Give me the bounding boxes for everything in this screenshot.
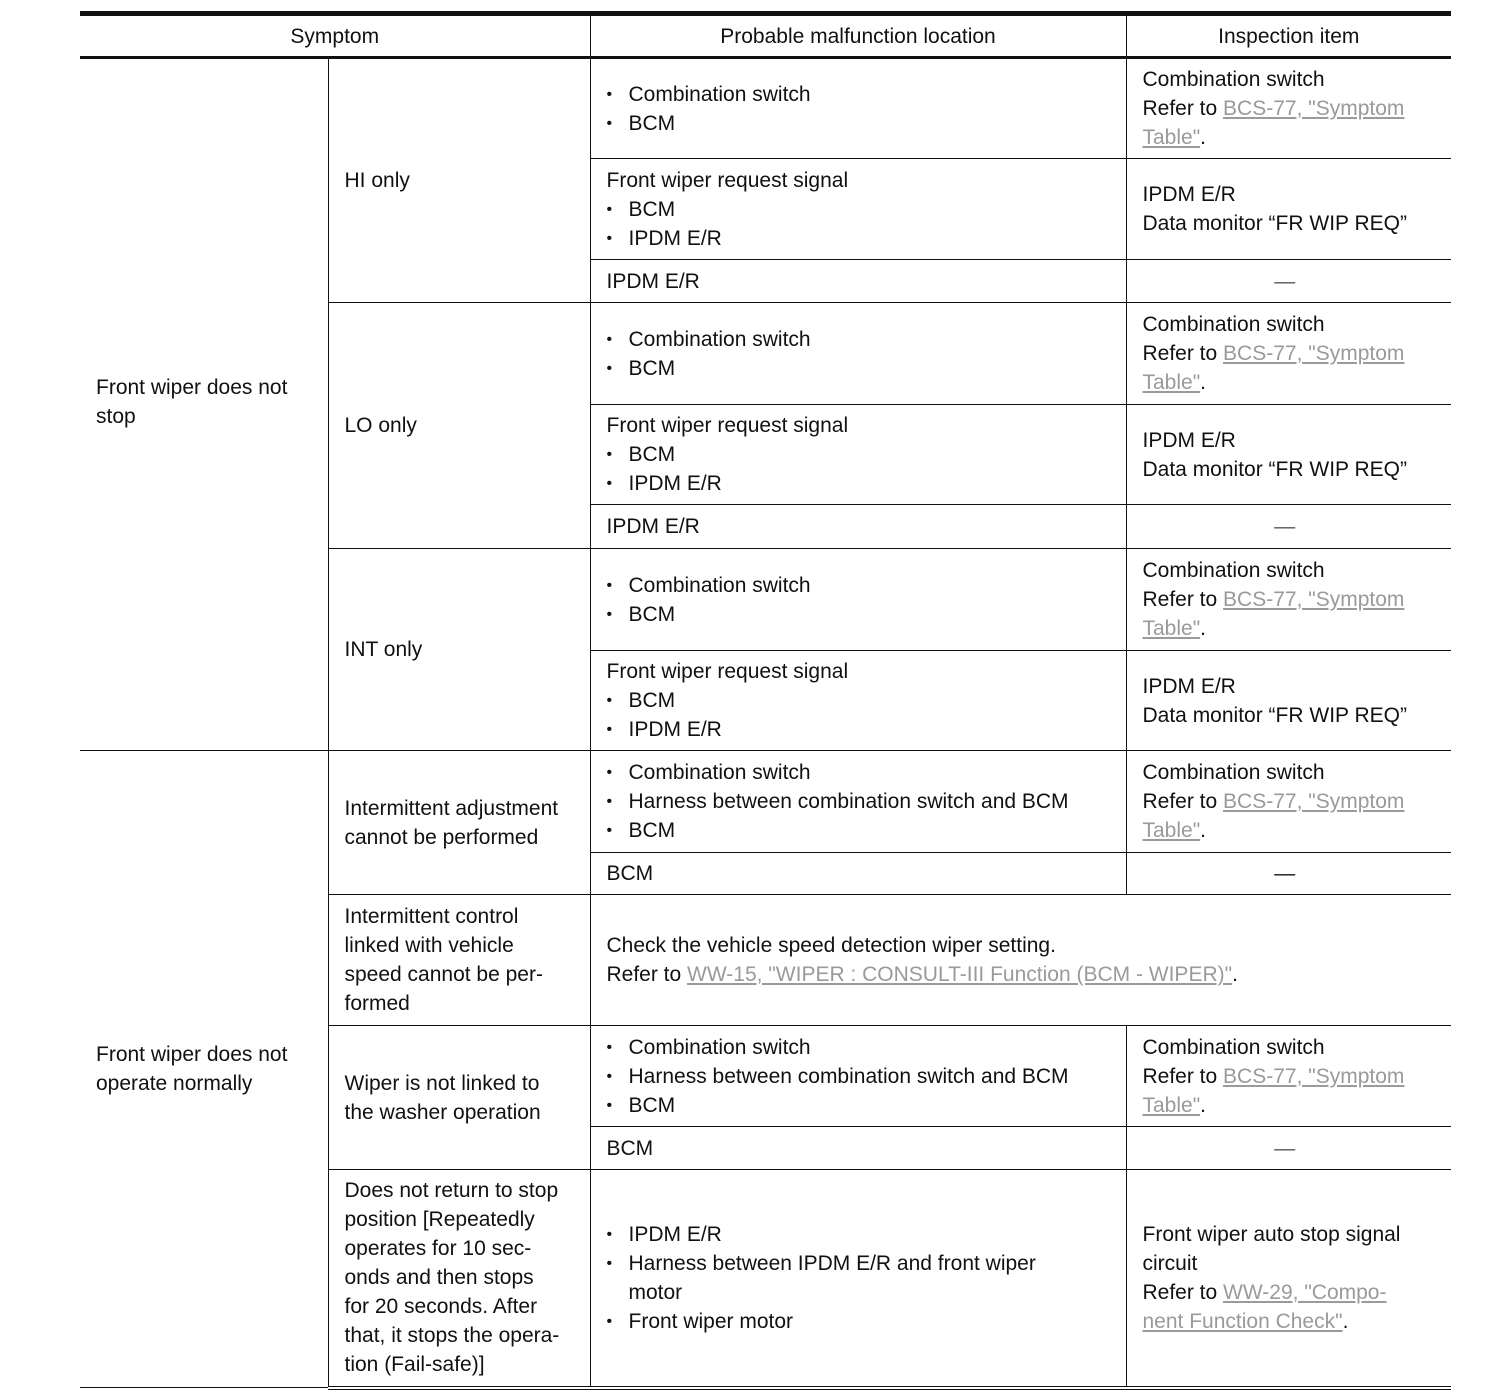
- dash-mark: —: [1274, 269, 1296, 293]
- list-item: • BCM: [607, 440, 1118, 469]
- list-item: • BCM: [607, 1091, 1118, 1120]
- location-title: Front wiper request signal: [606, 168, 849, 192]
- period: .: [1200, 617, 1207, 640]
- text-line: position [Repeatedly: [344, 1208, 535, 1232]
- dash-mark: —: [1274, 1136, 1296, 1160]
- symptom-group-not-normal: Front wiper does not operate normally: [80, 751, 328, 1388]
- text-line: linked with vehicle: [344, 934, 514, 957]
- bcs-77-link[interactable]: Table": [1142, 126, 1201, 149]
- bcs-77-link[interactable]: Table": [1142, 371, 1201, 394]
- text-line: • Harness between IPDM E/R and front wiper: [628, 1251, 1036, 1275]
- header-symptom: Symptom: [80, 14, 590, 58]
- list-item: • BCM: [607, 686, 1118, 715]
- list-item: • IPDM E/R: [607, 469, 1118, 498]
- text-line: tion (Fail-safe)]: [344, 1353, 485, 1377]
- list-item: • BCM: [607, 600, 1118, 629]
- data-monitor-text: Data monitor “FR WIP REQ”: [1142, 703, 1407, 727]
- list-item: • BCM: [607, 816, 1118, 845]
- location-cell: [590, 549, 1126, 651]
- location-cell: [590, 303, 1126, 405]
- header-inspection: Inspection item: [1126, 14, 1451, 58]
- refer-label: Refer to: [1142, 790, 1224, 813]
- refer-label: Refer to: [1142, 588, 1224, 611]
- inspection-title: IPDM E/R: [1142, 183, 1236, 206]
- bcs-77-link[interactable]: BCS-77, "Symptom: [1223, 342, 1405, 365]
- list-item: • Combination switch: [607, 1033, 1118, 1062]
- location-cell: [590, 1170, 1126, 1388]
- list-item: • Harness between combination switch and BCM: [607, 787, 1118, 816]
- inspection-title: IPDM E/R: [1142, 428, 1236, 452]
- sub-symptom-int: INT only: [328, 549, 590, 751]
- inspection-cell: [1126, 549, 1451, 651]
- ww-29-link[interactable]: WW-29, "Compo-: [1223, 1280, 1387, 1304]
- list-item: • Combination switch: [607, 325, 1118, 354]
- inspection-title: Combination switch: [1142, 1035, 1325, 1059]
- list-item: • Harness between combination switch and BCM: [607, 1062, 1118, 1091]
- bcs-77-link[interactable]: BCS-77, "Symptom: [1223, 790, 1405, 813]
- list-item: • Combination switch: [607, 80, 1118, 109]
- sub-symptom-lo: LO only: [328, 303, 590, 549]
- list-item: • Front wiper motor: [607, 1307, 1118, 1336]
- location-cell: [590, 651, 1126, 751]
- inspection-cell: [1126, 505, 1451, 549]
- list-item: • BCM: [607, 354, 1118, 383]
- text-line: Wiper is not linked to: [344, 1071, 540, 1095]
- list-item: [607, 1249, 1118, 1307]
- location-cell: [590, 405, 1126, 505]
- inspection-title: circuit: [1142, 1251, 1198, 1275]
- list-item: • BCM: [607, 109, 1118, 138]
- period: .: [1200, 1093, 1207, 1117]
- location-title: Front wiper request signal: [606, 414, 849, 437]
- inspection-cell: [1126, 260, 1451, 303]
- dash-mark: —: [1274, 515, 1296, 538]
- sub-symptom-washer: [328, 1026, 590, 1170]
- inspection-title: Combination switch: [1142, 68, 1325, 91]
- sub-symptom-intermittent-adjustment: Intermittent adjustment cannot be performed: [328, 751, 590, 895]
- text-line: motor: [628, 1280, 683, 1304]
- bcs-77-link[interactable]: BCS-77, "Symptom: [1223, 1064, 1405, 1088]
- location-cell: BCM: [590, 853, 1126, 895]
- period: .: [1232, 963, 1238, 986]
- list-item: • IPDM E/R: [607, 715, 1118, 744]
- inspection-title: IPDM E/R: [1142, 674, 1236, 698]
- bcs-77-link[interactable]: Table": [1142, 819, 1201, 842]
- period: .: [1200, 371, 1207, 394]
- list-item: • IPDM E/R: [607, 1220, 1118, 1249]
- bcs-77-link[interactable]: BCS-77, "Symptom: [1223, 588, 1405, 611]
- ww-15-link[interactable]: WW-15, "WIPER : CONSULT-III Function (BCM - WIPER)": [687, 963, 1233, 986]
- inspection-title: Combination switch: [1142, 761, 1325, 784]
- sub-symptom-hi: HI only: [328, 58, 590, 303]
- period: .: [1200, 126, 1207, 149]
- bcs-77-link[interactable]: Table": [1142, 1093, 1201, 1117]
- inspection-cell: [1126, 651, 1451, 751]
- inspection-cell: [1126, 853, 1451, 895]
- inspection-cell: [1126, 1170, 1451, 1388]
- location-cell: [590, 159, 1126, 260]
- location-cell: [590, 751, 1126, 853]
- list-item: • Combination switch: [607, 571, 1118, 600]
- list-item: • Combination switch: [607, 758, 1118, 787]
- dash-mark: —: [1274, 862, 1296, 885]
- refer-label: Refer to: [606, 963, 688, 986]
- text-line: Intermittent control: [344, 905, 519, 928]
- text-line: speed cannot be per-: [344, 963, 543, 986]
- period: .: [1200, 819, 1207, 842]
- text-line: the washer operation: [344, 1100, 541, 1124]
- inspection-cell: [1126, 751, 1451, 853]
- refer-label: Refer to: [1142, 1064, 1224, 1088]
- sub-symptom-no-return: [328, 1170, 590, 1388]
- list-item: • IPDM E/R: [607, 224, 1118, 253]
- inspection-cell: [1126, 58, 1451, 159]
- symptom-group-not-stop: Front wiper does not stop: [80, 58, 328, 751]
- location-cell: [590, 58, 1126, 159]
- location-cell: BCM: [590, 1127, 1126, 1170]
- inspection-cell: [1126, 303, 1451, 405]
- refer-label: Refer to: [1142, 1280, 1224, 1304]
- text-line: for 20 seconds. After: [344, 1295, 538, 1319]
- text-line: onds and then stops: [344, 1266, 534, 1290]
- symptom-table: [80, 11, 1451, 1390]
- location-cell: IPDM E/R: [590, 505, 1126, 549]
- text-line: formed: [344, 992, 410, 1015]
- inspection-cell: [1126, 1127, 1451, 1170]
- ww-29-link[interactable]: nent Function Check": [1142, 1309, 1343, 1333]
- sub-symptom-intermittent-speed: [328, 895, 590, 1026]
- speed-check-cell: [590, 895, 1451, 1026]
- list-item: • BCM: [607, 195, 1118, 224]
- data-monitor-text: Data monitor “FR WIP REQ”: [1142, 212, 1407, 235]
- location-cell: [590, 1026, 1126, 1127]
- bcs-77-link[interactable]: Table": [1142, 617, 1201, 640]
- inspection-cell: [1126, 159, 1451, 260]
- inspection-title: Combination switch: [1142, 313, 1325, 336]
- inspection-cell: [1126, 1026, 1451, 1127]
- refer-label: Refer to: [1142, 342, 1224, 365]
- bcs-77-link[interactable]: BCS-77, "Symptom: [1223, 97, 1405, 120]
- header-location: Probable malfunction location: [590, 14, 1126, 58]
- location-title: Front wiper request signal: [606, 660, 849, 683]
- refer-label: Refer to: [1142, 97, 1224, 120]
- period: .: [1342, 1309, 1349, 1333]
- data-monitor-text: Data monitor “FR WIP REQ”: [1142, 457, 1407, 481]
- location-cell: IPDM E/R: [590, 260, 1126, 303]
- text-line: Does not return to stop: [344, 1179, 559, 1203]
- text-line: that, it stops the opera-: [344, 1324, 560, 1348]
- inspection-title: Front wiper auto stop signal: [1142, 1222, 1401, 1246]
- text-line: operates for 10 sec-: [344, 1237, 532, 1261]
- speed-check-text: Check the vehicle speed detection wiper setting.: [606, 934, 1056, 957]
- inspection-cell: [1126, 405, 1451, 505]
- inspection-title: Combination switch: [1142, 559, 1325, 582]
